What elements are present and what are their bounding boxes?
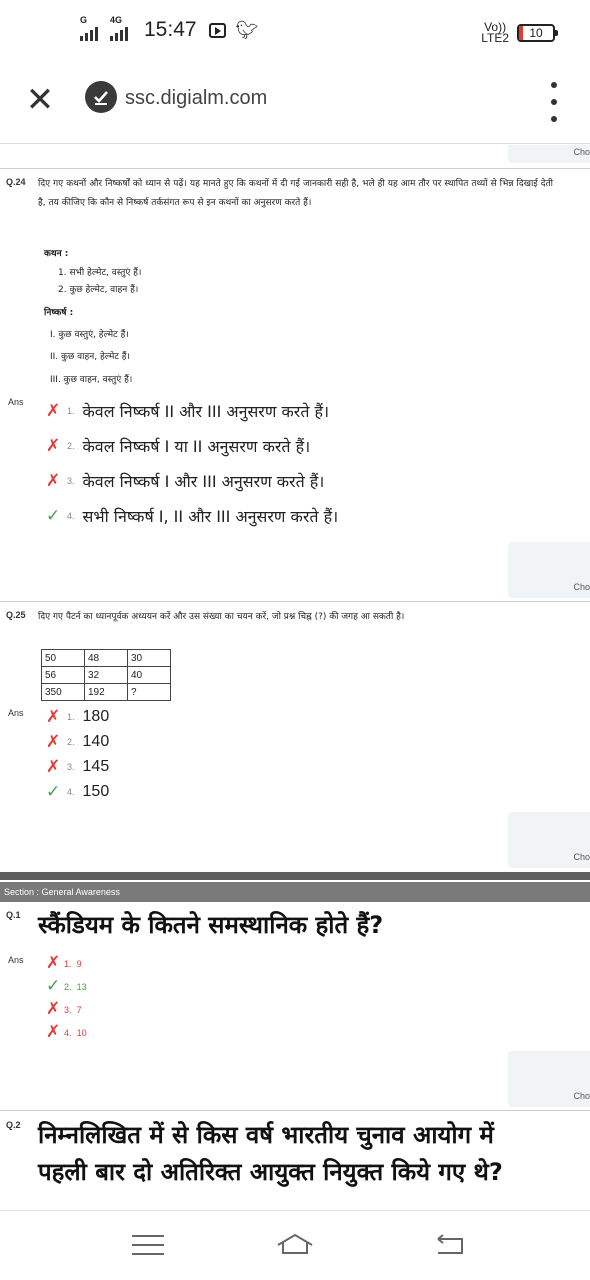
sim2-label: 4G — [110, 15, 123, 25]
option-text: केवल निष्कर्ष II और III अनुसरण करते हैं। — [82, 402, 330, 421]
close-icon[interactable]: ✕ — [25, 80, 55, 120]
option-text: 145 — [82, 758, 110, 775]
option-item: ✗ 1. 180 — [46, 706, 110, 727]
table-cell: 56 — [42, 667, 85, 684]
wrong-icon: ✗ — [46, 706, 61, 727]
option-item: ✓ 4. 150 — [46, 781, 110, 802]
option-text: 150 — [82, 783, 110, 800]
option-item: ✓ 4. सभी निष्कर्ष I, II और III अनुसरण करते हैं। — [46, 505, 339, 526]
conclusions-label: निष्कर्ष : — [44, 308, 74, 318]
sim1-label: G — [80, 15, 88, 25]
url-text[interactable]: ssc.digialm.com — [125, 87, 268, 109]
system-nav-bar — [0, 1210, 590, 1280]
signal-icon — [110, 15, 134, 41]
wrong-icon: ✗ — [46, 731, 61, 752]
table-cell: 40 — [128, 667, 171, 684]
option-item: ✗ 2. केवल निष्कर्ष I या II अनुसरण करते हैं। — [46, 435, 311, 456]
wrong-icon: ✗ — [46, 953, 61, 973]
youtube-icon — [209, 23, 226, 38]
volte-indicator: Vo)) LTE2 — [481, 20, 509, 45]
status-right — [481, 22, 555, 44]
option-item: ✗ 1. 9 — [46, 953, 82, 973]
statement-item: 2. कुछ हेल्मेट, वाहन हैं। — [58, 285, 139, 295]
table-cell: 30 — [128, 650, 171, 667]
battery-icon — [517, 24, 555, 42]
option-text: 13 — [76, 981, 87, 992]
section-title: Section : General Awareness — [0, 882, 590, 902]
correct-icon: ✓ — [46, 976, 61, 996]
option-item: ✗ 3. 145 — [46, 756, 110, 777]
question-number: Q.2 — [6, 1120, 21, 1130]
ans-label: Ans — [8, 955, 24, 965]
statement-item: 1. सभी हेल्मेट, वस्तुएं हैं। — [58, 268, 142, 278]
browser-toolbar — [0, 62, 590, 144]
correct-icon: ✓ — [46, 781, 61, 802]
section-divider — [0, 872, 590, 880]
chosen-option-box: Cho — [508, 812, 590, 868]
option-item: ✗ 1. केवल निष्कर्ष II और III अनुसरण करते हैं। — [46, 400, 330, 421]
divider — [0, 168, 590, 169]
wrong-icon: ✗ — [46, 999, 61, 1019]
option-text: सभी निष्कर्ष I, II और III अनुसरण करते हैं। — [82, 507, 339, 526]
clock: 15:47 — [144, 18, 197, 41]
statements-label: कथन : — [44, 249, 69, 259]
pattern-table — [41, 649, 171, 701]
back-icon[interactable] — [430, 1229, 470, 1261]
wrong-icon: ✗ — [46, 756, 61, 777]
table-cell: 350 — [42, 684, 85, 701]
question-text: निम्नलिखित में से किस वर्ष भारतीय चुनाव आयोग में पहली बार दो अतिरिक्त आयुक्त नियुक्त किये गए थे? — [38, 1121, 503, 1186]
wrong-icon: ✗ — [46, 400, 61, 421]
answer-sheet — [0, 145, 590, 1210]
chosen-option-box: Cho — [508, 1051, 590, 1107]
divider — [0, 601, 590, 602]
ans-label: Ans — [8, 708, 24, 718]
table-cell: ? — [128, 684, 171, 701]
question-text: दिए गए पैटर्न का ध्यानपूर्वक अध्ययन करें और उस संख्या का चयन करें, जो प्रश्न चिह्न (?) की जगह आ सकती है। — [38, 612, 405, 622]
battery-level: 10 — [529, 26, 543, 40]
download-check-icon[interactable] — [85, 81, 117, 113]
conclusion-item: III. कुछ वाहन, वस्तुएं हैं। — [50, 375, 133, 385]
question-text: दिए गए कथनों और निष्कर्षों को ध्यान से पढ़ें। यह मानते हुए कि कथनों में दी गई जानकारी सही है, भले ही यह आम तौर पर स्थापित तथ्यों से भिन्न दिखाई देती है, तय कीजिए कि कौन से निष्कर्ष तर्कसंगत रूप से इन कथनों का अनुसरण करते हैं। — [38, 179, 553, 208]
option-item: ✗ 3. केवल निष्कर्ष I और III अनुसरण करते हैं। — [46, 470, 325, 491]
option-text: 9 — [76, 958, 82, 969]
more-vert-icon[interactable] — [548, 82, 560, 122]
question-number: Q.25 — [6, 610, 26, 620]
home-icon[interactable] — [275, 1229, 315, 1261]
option-text: केवल निष्कर्ष I या II अनुसरण करते हैं। — [82, 437, 311, 456]
option-item: ✗ 4. 10 — [46, 1022, 87, 1042]
option-item: ✗ 2. 140 — [46, 731, 110, 752]
chosen-option-box: Cho — [508, 542, 590, 598]
option-text: 140 — [82, 733, 110, 750]
option-item: ✗ 3. 7 — [46, 999, 82, 1019]
conclusion-item: II. कुछ वाहन, हेल्मेट हैं। — [50, 352, 130, 362]
option-text: 180 — [82, 708, 110, 725]
wrong-icon: ✗ — [46, 470, 61, 491]
option-text: केवल निष्कर्ष I और III अनुसरण करते हैं। — [82, 472, 325, 491]
option-text: 10 — [76, 1027, 87, 1038]
status-left — [80, 15, 259, 42]
signal-icon — [80, 15, 104, 41]
wrong-icon: ✗ — [46, 435, 61, 456]
divider — [0, 1110, 590, 1111]
correct-icon: ✓ — [46, 505, 61, 526]
recents-icon[interactable] — [128, 1229, 168, 1261]
wrong-icon: ✗ — [46, 1022, 61, 1042]
option-text: 7 — [76, 1004, 82, 1015]
twitter-icon: 🐦︎ — [235, 19, 259, 41]
question-number: Q.24 — [6, 177, 26, 187]
status-bar — [0, 0, 590, 62]
ans-label: Ans — [8, 397, 24, 407]
table-cell: 192 — [85, 684, 128, 701]
table-cell: 48 — [85, 650, 128, 667]
table-cell: 50 — [42, 650, 85, 667]
chosen-option-box: Cho — [508, 145, 590, 163]
option-item: ✓ 2. 13 — [46, 976, 87, 996]
conclusion-item: I. कुछ वस्तुएं, हेल्मेट हैं। — [50, 330, 129, 340]
question-number: Q.1 — [6, 910, 21, 920]
table-cell: 32 — [85, 667, 128, 684]
question-text: स्कैंडियम के कितने समस्थानिक होते हैं? — [38, 911, 384, 939]
